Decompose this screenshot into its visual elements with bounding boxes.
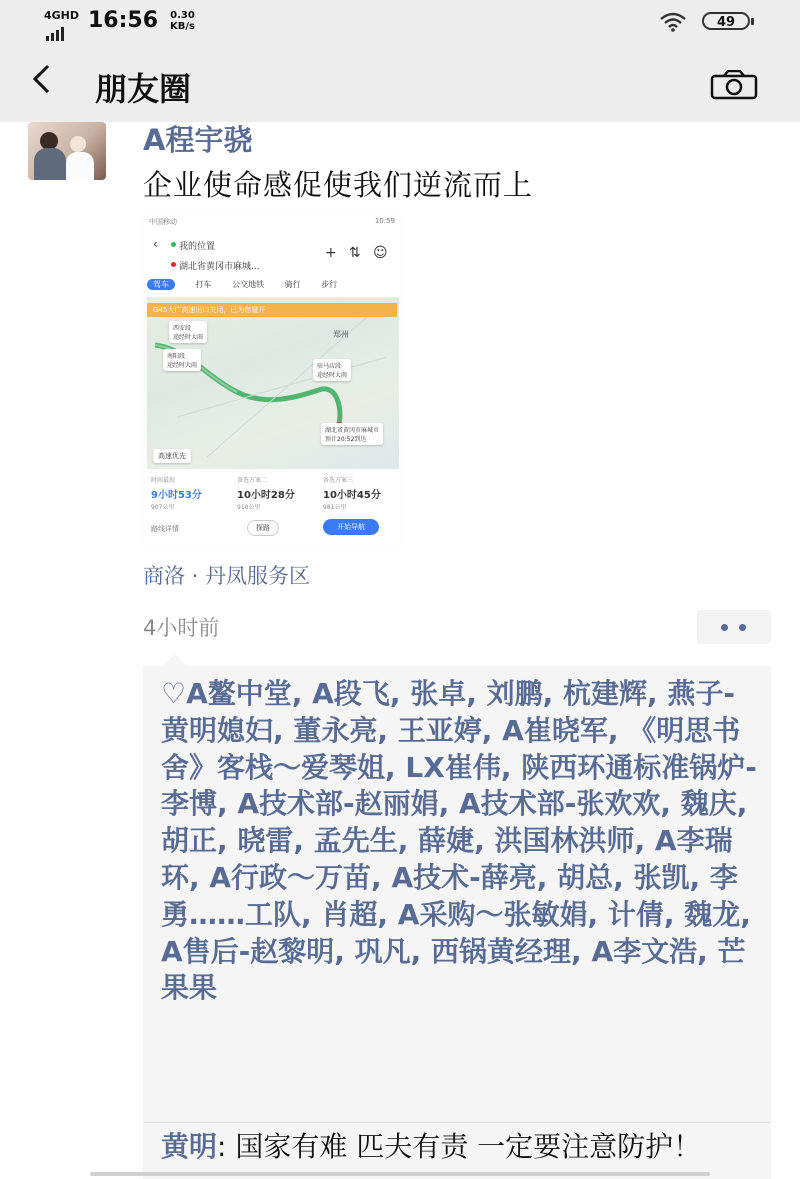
route-detail-link: 路线详情 (151, 525, 179, 533)
signal-icon (46, 22, 66, 41)
highway-preference: 高速优先 (153, 449, 191, 463)
post-image-map-screenshot[interactable] (143, 213, 401, 546)
status-bar (0, 0, 800, 44)
route-option-label: 备选方案三 (323, 477, 354, 484)
comment-text: : 国家有难 匹夫有责 一定要注意防护！ (217, 1130, 702, 1163)
route-options (151, 475, 397, 509)
author-avatar[interactable] (28, 122, 106, 180)
clock: 16:56 (88, 8, 159, 33)
origin-text: 我的位置 (179, 242, 216, 252)
dot-icon (739, 624, 746, 631)
weather-card-xian (169, 321, 207, 343)
map-status-time: 10:59 (374, 217, 395, 225)
mode-bike: 骑行 (284, 280, 301, 289)
map-alert-banner: G45大广高速出口关闭，已为您避开 (147, 303, 397, 317)
scroll-indicator (90, 1172, 710, 1176)
route-option-label: 时间最短 (151, 477, 176, 484)
more-actions-button[interactable] (697, 610, 771, 644)
dot-icon (721, 624, 728, 631)
plus-icon: + (325, 245, 337, 261)
route-option-distance: 910公里 (237, 504, 261, 511)
weather-card-sub: 途经时大雨 (173, 334, 204, 341)
assistant-icon: ☺ (373, 245, 388, 261)
comment-item[interactable] (143, 1123, 771, 1179)
network-speed (170, 10, 195, 32)
weather-card-zhumadian (313, 359, 351, 381)
battery-indicator: 49 (702, 12, 750, 30)
destination-dot-icon (171, 262, 176, 267)
weather-card-sub: 途经时大雨 (167, 362, 198, 369)
post-location[interactable]: 商洛 · 丹凤服务区 (143, 564, 311, 588)
mode-walk: 步行 (321, 280, 338, 289)
route-option-distance: 981公里 (323, 504, 347, 511)
origin-dot-icon (171, 242, 176, 247)
camera-icon (710, 70, 758, 100)
likes-panel (143, 666, 771, 1126)
mode-transit: 公交地铁 (232, 280, 265, 289)
wifi-icon (660, 12, 686, 36)
mode-drive: 驾车 (147, 279, 175, 290)
post-text: 企业使命感促使我们逆流而上 (143, 168, 534, 202)
author-name[interactable]: A程宇骁 (143, 123, 253, 157)
likes-pointer (163, 654, 187, 666)
speed-unit: KB/s (170, 21, 195, 32)
weather-card-sub: 途经时大雨 (317, 372, 348, 379)
chevron-left-icon (30, 62, 52, 96)
back-button[interactable] (30, 62, 52, 105)
route-option-distance: 907公里 (151, 504, 175, 511)
comment-author[interactable]: 黄明 (161, 1130, 218, 1163)
transport-modes (147, 279, 399, 293)
destination-marker-title: 湖北省黄冈市麻城市 (325, 427, 380, 434)
explore-button: 探路 (247, 520, 279, 536)
route-option (323, 475, 401, 511)
post-timestamp: 4小时前 (143, 616, 220, 640)
map-status-carrier: 中国移动 (149, 218, 177, 226)
route-option-time: 10小时28分 (237, 490, 295, 501)
route-option (237, 475, 317, 511)
camera-button[interactable] (710, 70, 758, 104)
route-option (151, 475, 231, 511)
weather-card-title: 南阳段 (167, 353, 186, 360)
destination-eta: 预计20:52到达 (325, 436, 367, 443)
map-bottom-actions (151, 519, 397, 539)
route-inputs (149, 233, 399, 283)
network-type: 4GHD (44, 9, 80, 22)
weather-card-title: 驻马店段 (317, 363, 342, 370)
weather-card-title: 西安段 (173, 325, 192, 332)
likes-list[interactable] (161, 676, 761, 1007)
map-city-label: 郑州 (333, 330, 349, 339)
route-option-time: 9小时53分 (151, 490, 202, 501)
destination-text: 湖北省黄冈市麻城... (179, 262, 260, 272)
route-option-label: 备选方案二 (237, 477, 268, 484)
destination-marker-label (321, 423, 383, 445)
map-status-bar (149, 217, 395, 227)
route-option-time: 10小时45分 (323, 490, 381, 501)
top-nav-bar (0, 44, 800, 122)
heart-icon: ♡ (161, 677, 187, 710)
weather-card-nanyang (163, 349, 201, 371)
swap-icon: ⇅ (349, 245, 361, 261)
map-back-icon: ‹ (153, 237, 158, 251)
mode-taxi: 打车 (195, 280, 212, 289)
likes-names[interactable]: A鳌中堂, A段飞, 张卓, 刘鹏, 杭建辉, 燕子-黄明媳妇, 董永亮, 王亚婷, A崔晓军, 《明思书舍》客栈～爱琴姐, LX崔伟, 陕西环通标准锅炉-李博, A技术部-赵丽娟, A技术部-张欢欢, 魏庆, 胡正, 晓雷, 孟先生, 薛婕, 洪国林洪师, A李瑞环, A行政～万苗, A技术-薛亮, 胡总, 张凯, 李勇……工队, 肖超, A采购～张敏娟, 计倩, 魏龙, A售后-赵黎明, 巩凡, 西锅黄经理, A李文浩, 芒果果 (161, 677, 757, 1005)
start-navigation-button: 开始导航 (323, 519, 379, 535)
page-title: 朋友圈 (95, 70, 192, 108)
speed-value: 0.30 (170, 10, 195, 21)
